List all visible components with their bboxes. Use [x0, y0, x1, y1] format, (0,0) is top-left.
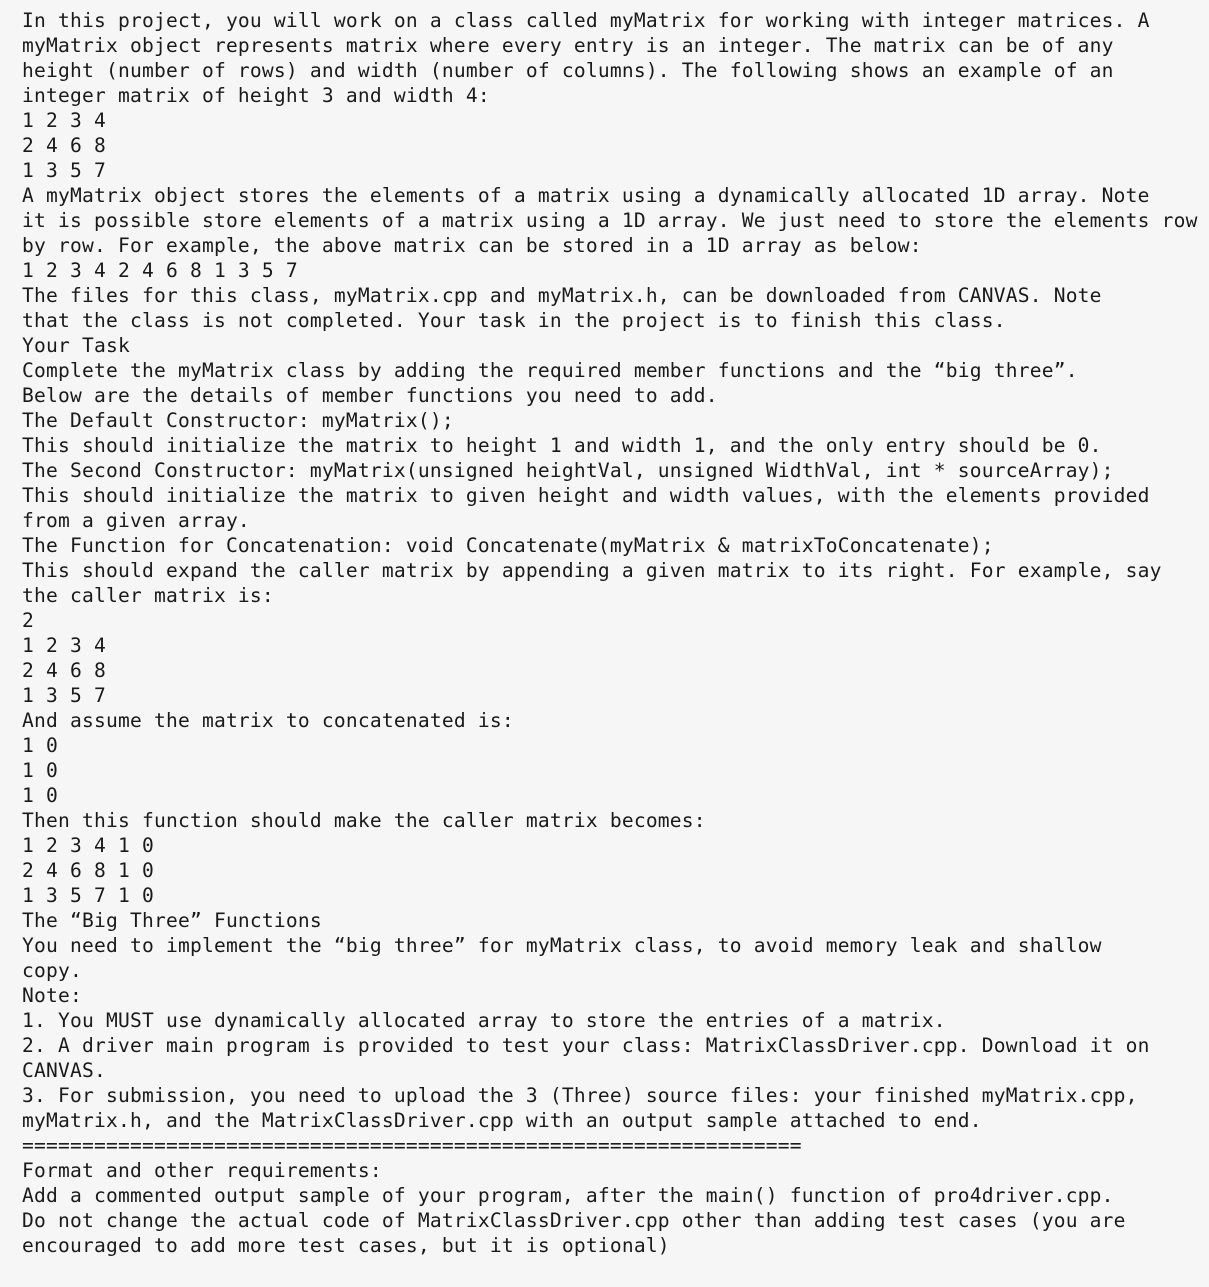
section-heading-your-task: Your Task	[22, 334, 130, 357]
separator-line: =================================================================	[22, 1134, 802, 1157]
text-line: Add a commented output sample of your program, after the main() function of pro4driver.cpp.	[22, 1184, 1114, 1207]
text-line: integer matrix of height 3 and width 4:	[22, 84, 490, 107]
text-line: the caller matrix is:	[22, 584, 274, 607]
text-line: In this project, you will work on a class called myMatrix for working with integer matrices. A	[22, 9, 1150, 32]
text-line: myMatrix object represents matrix where every entry is an integer. The matrix can be of any	[22, 34, 1114, 57]
text-line: Then this function should make the caller matrix becomes:	[22, 809, 706, 832]
matrix-row: 1 0	[22, 759, 58, 782]
matrix-row: 2 4 6 8	[22, 659, 106, 682]
text-line: from a given array.	[22, 509, 250, 532]
note-item: 2. A driver main program is provided to test your class: MatrixClassDriver.cpp. Download it on	[22, 1034, 1150, 1057]
text-line: 2	[22, 609, 34, 632]
second-constructor-heading: The Second Constructor: myMatrix(unsigned heightVal, unsigned WidthVal, int * sourceArray);	[22, 459, 1114, 482]
note-item: 3. For submission, you need to upload the 3 (Three) source files: your finished myMatrix.cpp,	[22, 1084, 1138, 1107]
format-heading: Format and other requirements:	[22, 1159, 382, 1182]
note-item: CANVAS.	[22, 1059, 106, 1082]
note-item: myMatrix.h, and the MatrixClassDriver.cpp with an output sample attached to end.	[22, 1109, 982, 1132]
text-line: The files for this class, myMatrix.cpp and myMatrix.h, can be downloaded from CANVAS. Note	[22, 284, 1102, 307]
text-line: copy.	[22, 959, 82, 982]
matrix-row: 1 0	[22, 734, 58, 757]
matrix-row: 1 3 5 7 1 0	[22, 884, 154, 907]
note-heading: Note:	[22, 984, 82, 1007]
text-line: Below are the details of member functions you need to add.	[22, 384, 718, 407]
text-line: And assume the matrix to concatenated is:	[22, 709, 514, 732]
text-line: Do not change the actual code of MatrixClassDriver.cpp other than adding test cases (you are	[22, 1209, 1126, 1232]
matrix-row: 1 2 3 4	[22, 109, 106, 132]
matrix-row: 1 2 3 4 1 0	[22, 834, 154, 857]
text-line: by row. For example, the above matrix can be stored in a 1D array as below:	[22, 234, 922, 257]
matrix-row: 1 0	[22, 784, 58, 807]
text-line: This should initialize the matrix to given height and width values, with the elements provided	[22, 484, 1150, 507]
document-body	[22, 8, 1206, 1258]
matrix-row: 1 3 5 7	[22, 159, 106, 182]
note-item: 1. You MUST use dynamically allocated array to store the entries of a matrix.	[22, 1009, 946, 1032]
matrix-row: 2 4 6 8	[22, 134, 106, 157]
text-line: This should initialize the matrix to height 1 and width 1, and the only entry should be 0.	[22, 434, 1102, 457]
default-constructor-heading: The Default Constructor: myMatrix();	[22, 409, 454, 432]
text-line: You need to implement the “big three” for myMatrix class, to avoid memory leak and shallow	[22, 934, 1102, 957]
text-line: it is possible store elements of a matrix using a 1D array. We just need to store the elements row	[22, 209, 1198, 232]
big-three-heading: The “Big Three” Functions	[22, 909, 322, 932]
text-line: A myMatrix object stores the elements of a matrix using a dynamically allocated 1D array. Note	[22, 184, 1150, 207]
matrix-row: 1 3 5 7	[22, 684, 106, 707]
array-row: 1 2 3 4 2 4 6 8 1 3 5 7	[22, 259, 298, 282]
matrix-row: 2 4 6 8 1 0	[22, 859, 154, 882]
text-line: Complete the myMatrix class by adding the required member functions and the “big three”.	[22, 359, 1078, 382]
text-line: This should expand the caller matrix by appending a given matrix to its right. For example, say	[22, 559, 1162, 582]
matrix-row: 1 2 3 4	[22, 634, 106, 657]
concatenate-heading: The Function for Concatenation: void Concatenate(myMatrix & matrixToConcatenate);	[22, 534, 994, 557]
text-line: height (number of rows) and width (number of columns). The following shows an example of an	[22, 59, 1114, 82]
text-line: encouraged to add more test cases, but it is optional)	[22, 1234, 670, 1257]
text-line: that the class is not completed. Your task in the project is to finish this class.	[22, 309, 1006, 332]
